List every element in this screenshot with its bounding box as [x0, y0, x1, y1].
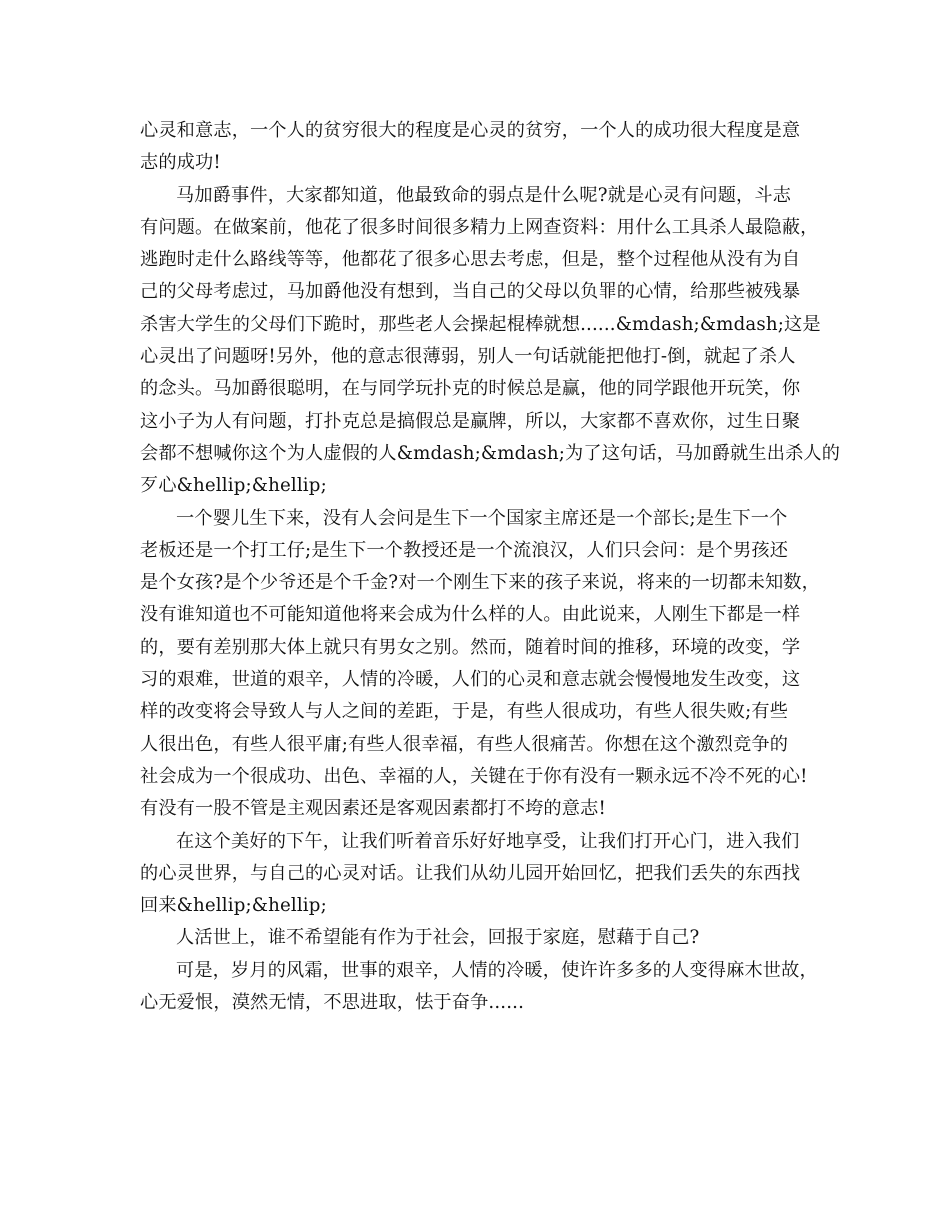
text-line: 马加爵事件，大家都知道，他最致命的弱点是什么呢?就是心灵有问题，斗志 — [176, 184, 792, 206]
text-line: 回来&hellip;&hellip; — [140, 895, 327, 917]
text-line: 有问题。在做案前，他花了很多时间很多精力上网查资料：用什么工具杀人最隐蔽， — [140, 216, 819, 238]
text-line: 是个女孩?是个少爷还是个千金?对一个刚生下来的孩子来说，将来的一切都未知数， — [140, 572, 820, 594]
document-body — [140, 115, 841, 1019]
text-line: 人活世上，谁不希望能有作为于社会，回报于家庭，慰藉于自己? — [176, 927, 700, 949]
text-line: 有没有一股不管是主观因素还是客观因素都打不垮的意志! — [140, 798, 606, 820]
text-line: 心灵出了问题呀!另外，他的意志很薄弱，别人一句话就能把他打-倒，就起了杀人 — [140, 346, 796, 368]
text-line: 在这个美好的下午，让我们听着音乐好好地享受，让我们打开心门，进入我们 — [176, 830, 800, 852]
text-line: 杀害大学生的父母们下跪时，那些老人会操起棍棒就想......&mdash;&mdash;这是 — [140, 313, 821, 335]
text-line: 社会成为一个很成功、出色、幸福的人，关键在于你有没有一颗永远不冷不死的心! — [140, 765, 808, 787]
text-line: 可是，岁月的风霜，世事的艰辛，人情的冷暖，使许许多多的人变得麻木世故， — [176, 959, 818, 981]
text-line: 的，要有差别那大体上就只有男女之别。然而，随着时间的推移，环境的改变，学 — [140, 636, 801, 658]
text-line: 心无爱恨，漠然无情，不思进取，怯于奋争...... — [140, 992, 525, 1014]
text-line: 歹心&hellip;&hellip; — [140, 475, 327, 497]
text-line: 会都不想喊你这个为人虚假的人&mdash;&mdash;为了这句话，马加爵就生出杀人的 — [140, 442, 841, 464]
text-line: 志的成功! — [140, 152, 221, 174]
text-line: 这小子为人有问题，打扑克总是搞假总是赢牌，所以，大家都不喜欢你，过生日聚 — [140, 410, 801, 432]
text-line: 样的改变将会导致人与人之间的差距，于是，有些人很成功，有些人很失败;有些 — [140, 701, 789, 723]
text-line: 一个婴儿生下来，没有人会问是生下一个国家主席还是一个部长;是生下一个 — [176, 507, 788, 529]
text-line: 的念头。马加爵很聪明，在与同学玩扑克的时候总是赢，他的同学跟他开玩笑，你 — [140, 378, 801, 400]
text-line: 的心灵世界，与自己的心灵对话。让我们从幼儿园开始回忆，把我们丢失的东西找 — [140, 862, 801, 884]
text-line: 没有谁知道也不可能知道他将来会成为什么样的人。由此说来，人刚生下都是一样 — [140, 604, 801, 626]
text-line: 心灵和意志，一个人的贫穷很大的程度是心灵的贫穷，一个人的成功很大程度是意 — [140, 120, 801, 141]
text-line: 习的艰难，世道的艰辛，人情的冷暖，人们的心灵和意志就会慢慢地发生改变，这 — [140, 669, 801, 691]
text-line: 己的父母考虑过，马加爵他没有想到，当自己的父母以负罪的心情，给那些被残暴 — [140, 281, 801, 303]
text-line: 人很出色，有些人很平庸;有些人很幸福，有些人很痛苦。你想在这个激烈竞争的 — [140, 733, 789, 755]
text-line: 老板还是一个打工仔;是生下一个教授还是一个流浪汉，人们只会问：是个男孩还 — [140, 539, 789, 561]
text-line: 逃跑时走什么路线等等，他都花了很多心思去考虑，但是，整个过程他从没有为自 — [140, 249, 801, 271]
